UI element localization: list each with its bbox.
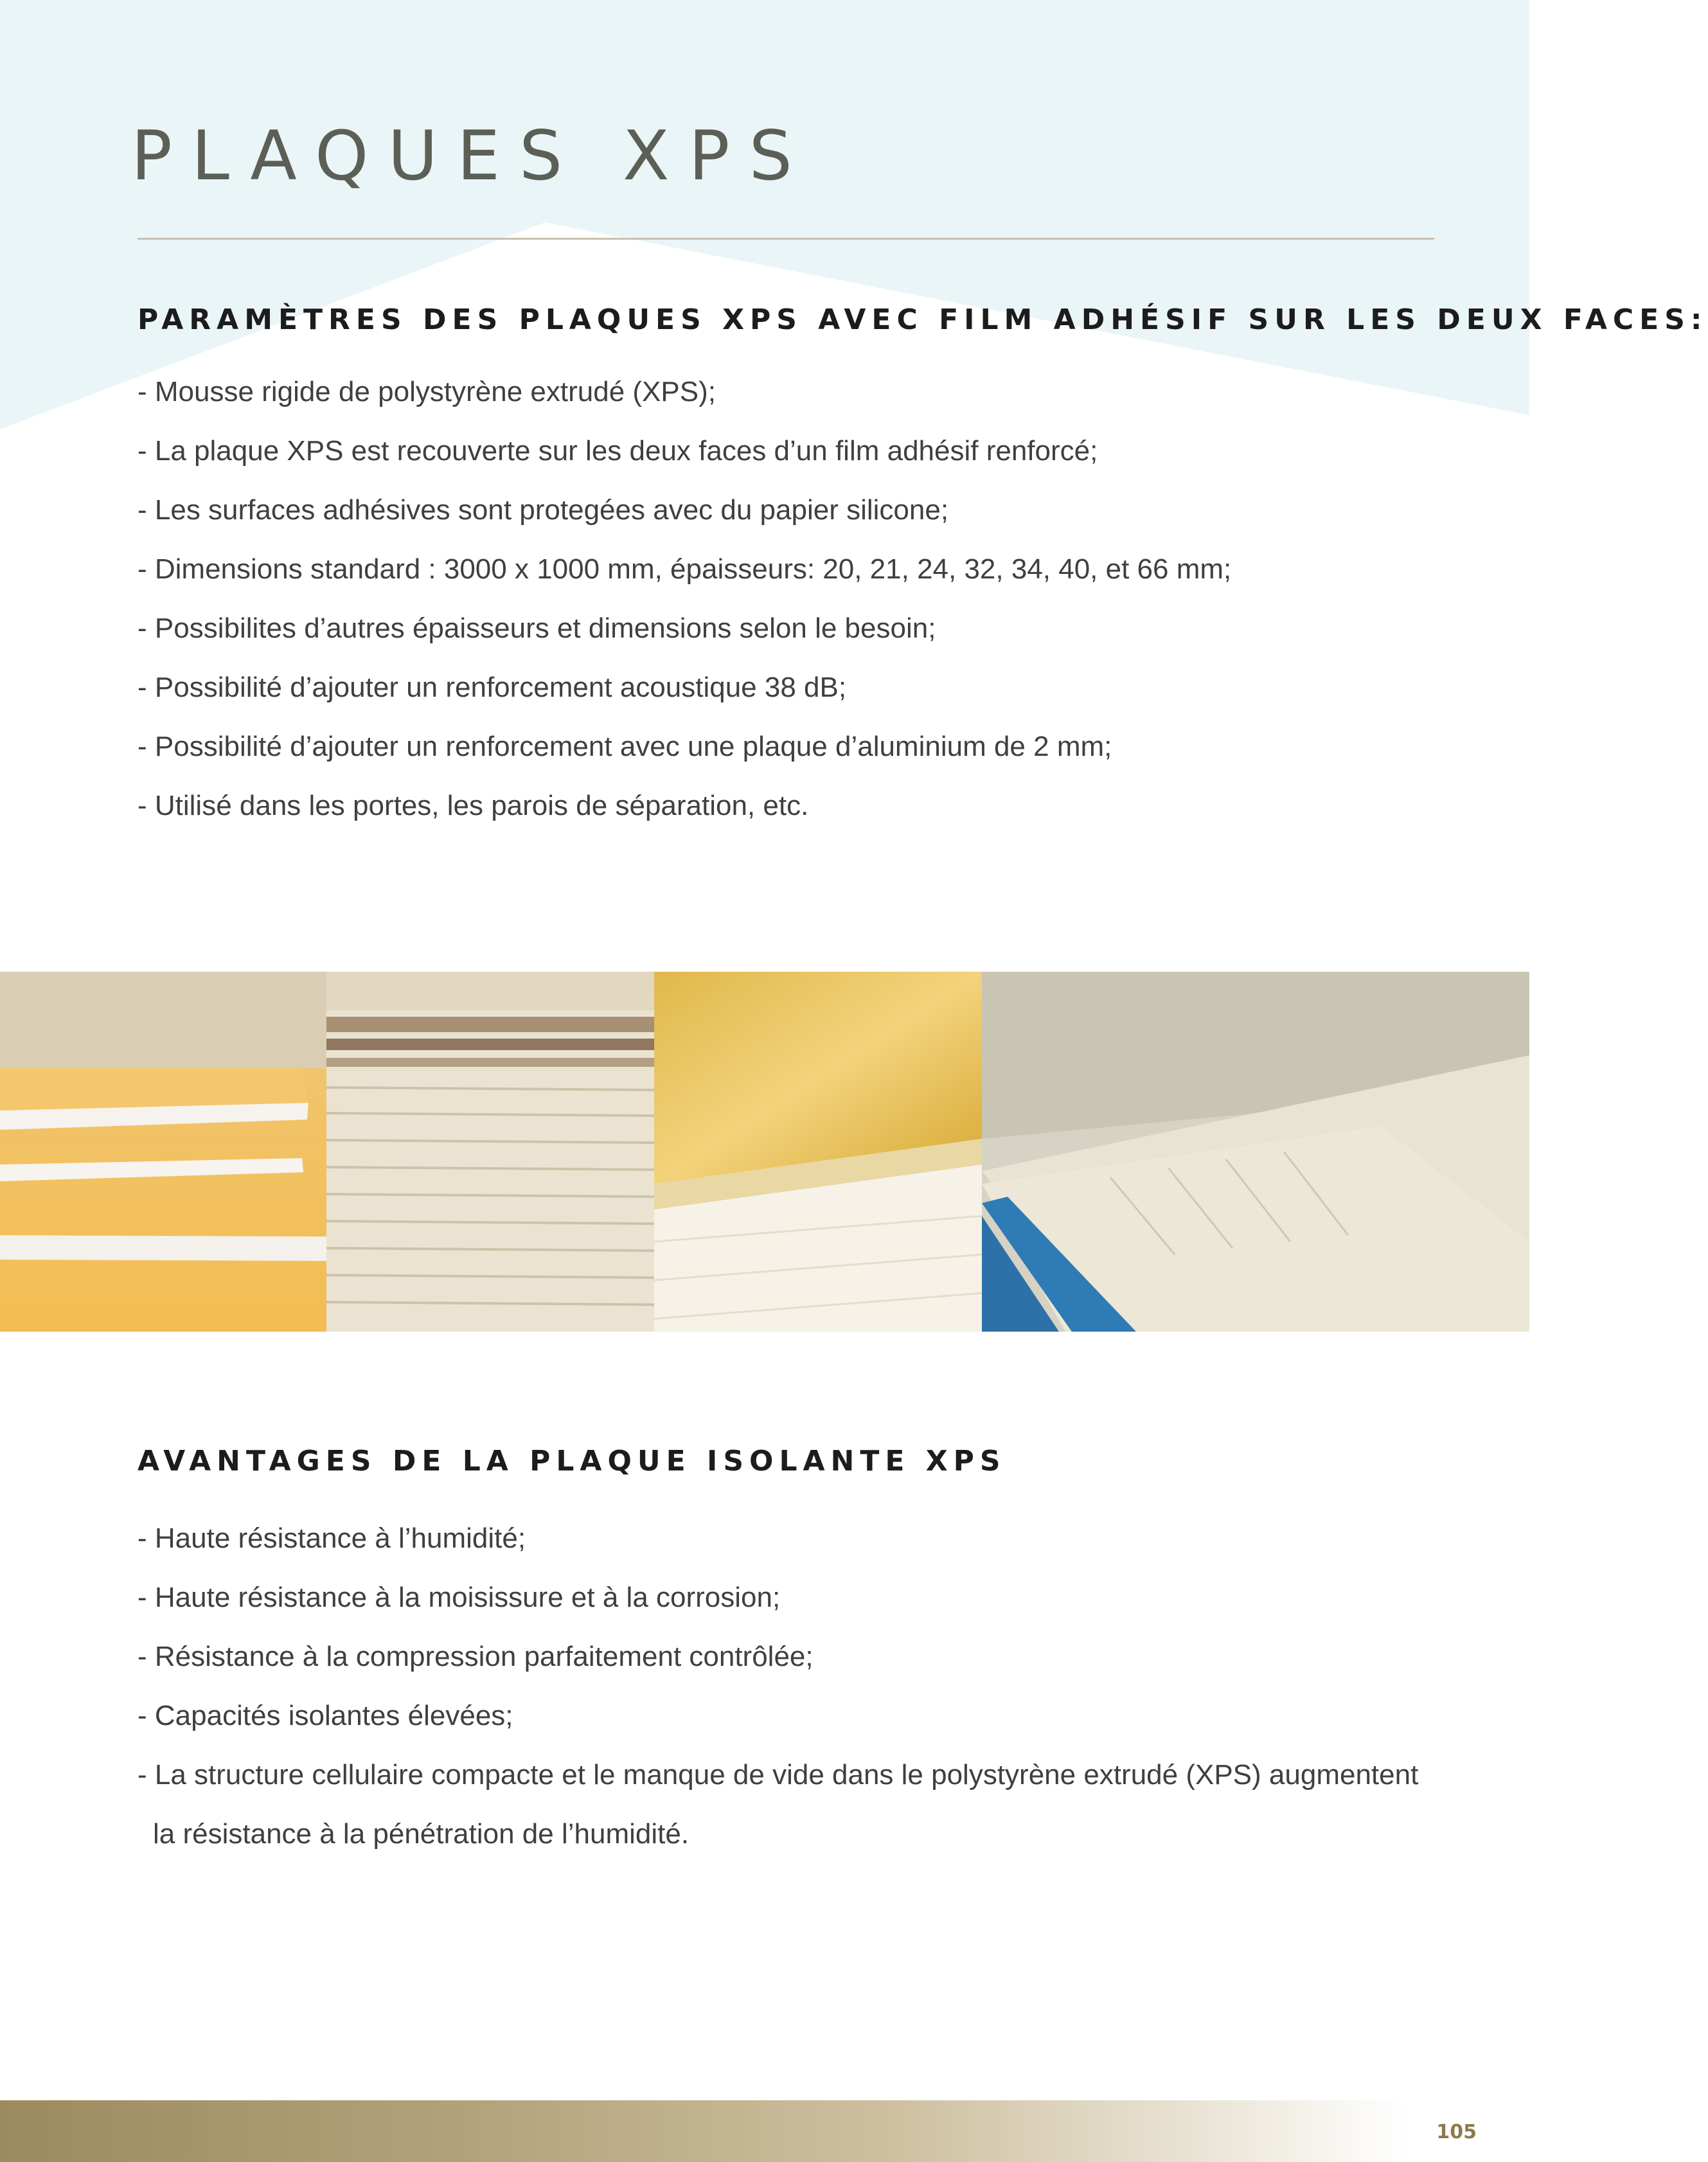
list-item: - Mousse rigide de polystyrène extrudé (XPS); xyxy=(138,376,716,407)
list-item: - Possibilité d’ajouter un renforcement avec une plaque d’aluminium de 2 mm; xyxy=(138,731,1112,762)
list-item: - Possibilité d’ajouter un renforcement acoustique 38 dB; xyxy=(138,672,847,703)
page-number: 105 xyxy=(1436,2121,1477,2143)
advantages-list xyxy=(138,1509,1418,1864)
page-title: PLAQUES XPS xyxy=(131,116,812,195)
list-item: la résistance à la pénétration de l’humidité. xyxy=(153,1818,689,1850)
list-item: - Dimensions standard : 3000 x 1000 mm, épaisseurs: 20, 21, 24, 32, 34, 40, et 66 mm; xyxy=(138,553,1232,585)
title-divider xyxy=(138,238,1434,240)
list-item: - Haute résistance à la moisissure et à la corrosion; xyxy=(138,1582,781,1613)
list-item: - Résistance à la compression parfaitement contrôlée; xyxy=(138,1641,814,1672)
list-item: - Haute résistance à l’humidité; xyxy=(138,1523,526,1554)
params-heading: PARAMÈTRES DES PLAQUES XPS AVEC FILM ADHÉSIF SUR LES DEUX FACES: xyxy=(138,303,1708,336)
photo-strip xyxy=(0,972,1529,1332)
advantages-heading: AVANTAGES DE LA PLAQUE ISOLANTE XPS xyxy=(138,1445,1006,1478)
footer-bar xyxy=(0,2100,1529,2162)
params-list xyxy=(138,362,1231,835)
list-item: - La structure cellulaire compacte et le manque de vide dans le polystyrène extrudé (XPS) augmentent xyxy=(138,1759,1419,1791)
photo-stacked-boards xyxy=(326,972,654,1332)
list-item: - Les surfaces adhésives sont protegées avec du papier silicone; xyxy=(138,494,949,526)
list-item: - Utilisé dans les portes, les parois de séparation, etc. xyxy=(138,790,809,821)
list-item: - Possibilites d’autres épaisseurs et dimensions selon le besoin; xyxy=(138,612,936,644)
photo-xps-panels xyxy=(982,972,1529,1332)
list-item: - La plaque XPS est recouverte sur les deux faces d’un film adhésif renforcé; xyxy=(138,435,1098,467)
photo-adhesive-film xyxy=(654,972,982,1332)
list-item: - Capacités isolantes élevées; xyxy=(138,1700,513,1731)
photo-yellow-boards xyxy=(0,972,326,1332)
